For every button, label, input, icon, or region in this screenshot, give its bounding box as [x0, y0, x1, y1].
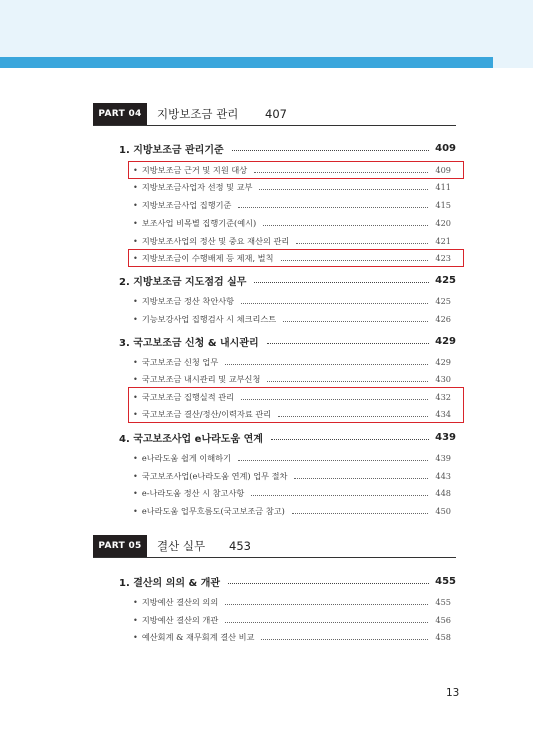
bullet-icon: •: [133, 615, 138, 625]
page-number: 13: [446, 687, 460, 699]
toc-item[interactable]: [133, 630, 451, 644]
item-label: 예산회계 & 재무회계 결산 비교: [141, 631, 255, 642]
leader-dots: [292, 513, 429, 514]
item-page: 409: [435, 165, 451, 175]
bullet-icon: •: [133, 357, 138, 367]
section-page: 429: [435, 335, 456, 347]
section-label: 1. 결산의 의의 & 개관: [119, 577, 221, 589]
bullet-icon: •: [133, 632, 138, 642]
bullet-icon: •: [133, 296, 138, 306]
part-05-header: [93, 535, 456, 558]
part-badge: PART 04: [93, 103, 147, 125]
item-label: e-나라도움 정산 시 참고사항: [141, 487, 245, 498]
bullet-icon: •: [133, 488, 138, 498]
item-label: e나라도움 업무흐름도(국고보조금 참고): [141, 505, 285, 516]
section-label: 2. 지방보조금 지도점검 실무: [119, 276, 247, 288]
leader-dots: [261, 639, 428, 640]
toc-item[interactable]: [133, 355, 451, 369]
leader-dots: [294, 478, 428, 479]
leader-dots: [296, 243, 428, 244]
item-label: 국고보조금 결산/정산/이력자료 관리: [141, 408, 272, 419]
item-page: 443: [435, 471, 451, 481]
item-label: 보조사업 비목별 집행기준(예시): [141, 217, 257, 228]
item-label: 지방예산 결산의 의의: [141, 596, 219, 607]
item-label: 지방보조금이 수행배제 등 제재, 벌칙: [141, 252, 274, 263]
leader-dots: [254, 282, 429, 283]
toc-item[interactable]: [133, 469, 451, 483]
leader-dots: [267, 381, 428, 382]
leader-dots: [238, 207, 428, 208]
bullet-icon: •: [133, 392, 138, 402]
bullet-icon: •: [133, 218, 138, 228]
leader-dots: [267, 343, 429, 344]
toc-item[interactable]: [133, 504, 451, 518]
item-page: 411: [435, 182, 451, 192]
toc-section[interactable]: [119, 140, 456, 156]
part-title: 지방보조금 관리: [157, 107, 239, 121]
bullet-icon: •: [133, 165, 138, 175]
item-page: 420: [435, 218, 451, 228]
part-badge: PART 05: [93, 535, 147, 557]
item-page: 429: [435, 357, 451, 367]
part-page: 407: [265, 107, 287, 121]
bullet-icon: •: [133, 182, 138, 192]
item-label: 국고보조사업(e나라도움 연계) 업무 절차: [141, 470, 288, 481]
leader-dots: [251, 495, 428, 496]
bullet-icon: •: [133, 253, 138, 263]
item-label: 국고보조금 집행실적 관리: [141, 391, 235, 402]
leader-dots: [232, 150, 429, 151]
item-label: 지방보조금사업 집행기준: [141, 199, 232, 210]
leader-dots: [259, 189, 428, 190]
bullet-icon: •: [133, 314, 138, 324]
item-label: e나라도움 쉽게 이해하기: [141, 452, 231, 463]
section-label: 1. 지방보조금 관리기준: [119, 144, 224, 156]
bullet-icon: •: [133, 200, 138, 210]
toc-section[interactable]: [119, 333, 456, 349]
highlight-box: [128, 387, 464, 423]
item-page: 458: [435, 632, 451, 642]
leader-dots: [283, 321, 428, 322]
item-page: 434: [435, 409, 451, 419]
item-page: 415: [435, 200, 451, 210]
section-page: 425: [435, 274, 456, 286]
bullet-icon: •: [133, 506, 138, 516]
leader-dots: [238, 460, 428, 461]
bullet-icon: •: [133, 597, 138, 607]
item-label: 기능보강사업 집행검사 시 체크리스트: [141, 313, 277, 324]
bullet-icon: •: [133, 453, 138, 463]
bullet-icon: •: [133, 471, 138, 481]
toc-section[interactable]: [119, 272, 456, 288]
item-page: 455: [435, 597, 451, 607]
part-title: 결산 실무: [157, 539, 206, 553]
leader-dots: [225, 622, 428, 623]
bullet-icon: •: [133, 374, 138, 384]
item-page: 448: [435, 488, 451, 498]
item-page: 450: [435, 506, 451, 516]
toc-section[interactable]: [119, 429, 456, 445]
item-label: 국고보조금 신청 업무: [141, 356, 219, 367]
section-label: 4. 국고보조사업 e나라도움 연계: [119, 433, 263, 445]
leader-dots: [241, 303, 428, 304]
toc-item[interactable]: [133, 180, 451, 194]
toc-item[interactable]: [133, 198, 451, 212]
toc-item[interactable]: [133, 613, 451, 627]
item-label: 지방보조금사업자 선정 및 교부: [141, 181, 253, 192]
item-page: 456: [435, 615, 451, 625]
item-page: 421: [435, 236, 451, 246]
section-page: 455: [435, 575, 456, 587]
item-page: 425: [435, 296, 451, 306]
header-band-accent: [0, 57, 533, 68]
section-page: 439: [435, 431, 456, 443]
leader-dots: [263, 225, 428, 226]
item-label: 국고보조금 내시관리 및 교부신청: [141, 373, 261, 384]
leader-dots: [225, 364, 428, 365]
bullet-icon: •: [133, 236, 138, 246]
toc-item[interactable]: [133, 595, 451, 609]
bullet-icon: •: [133, 409, 138, 419]
item-label: 지방보조금 근거 및 지원 대상: [141, 164, 248, 175]
toc-section[interactable]: [119, 573, 456, 589]
toc-item[interactable]: [133, 294, 451, 308]
item-label: 지방예산 결산의 개관: [141, 614, 219, 625]
toc-item[interactable]: [133, 216, 451, 230]
highlight-box: [128, 249, 464, 267]
item-page: 432: [435, 392, 451, 402]
item-page: 426: [435, 314, 451, 324]
item-page: 423: [435, 253, 451, 263]
toc-item[interactable]: [133, 234, 451, 248]
part-04-header: [93, 103, 456, 126]
part-page: 453: [229, 539, 251, 553]
leader-dots: [228, 583, 429, 584]
header-band-light: [0, 0, 533, 57]
toc-item[interactable]: [133, 312, 451, 326]
highlight-box: [128, 161, 464, 179]
item-page: 430: [435, 374, 451, 384]
leader-dots: [225, 604, 428, 605]
item-page: 439: [435, 453, 451, 463]
item-label: 지방보조사업의 정산 및 중요 재산의 관리: [141, 235, 290, 246]
section-page: 409: [435, 142, 456, 154]
toc-item[interactable]: [133, 451, 451, 465]
toc-item[interactable]: [133, 486, 451, 500]
item-label: 지방보조금 정산 착안사항: [141, 295, 235, 306]
toc-item[interactable]: [133, 372, 451, 386]
section-label: 3. 국고보조금 신청 & 내시관리: [119, 337, 259, 349]
leader-dots: [271, 439, 429, 440]
